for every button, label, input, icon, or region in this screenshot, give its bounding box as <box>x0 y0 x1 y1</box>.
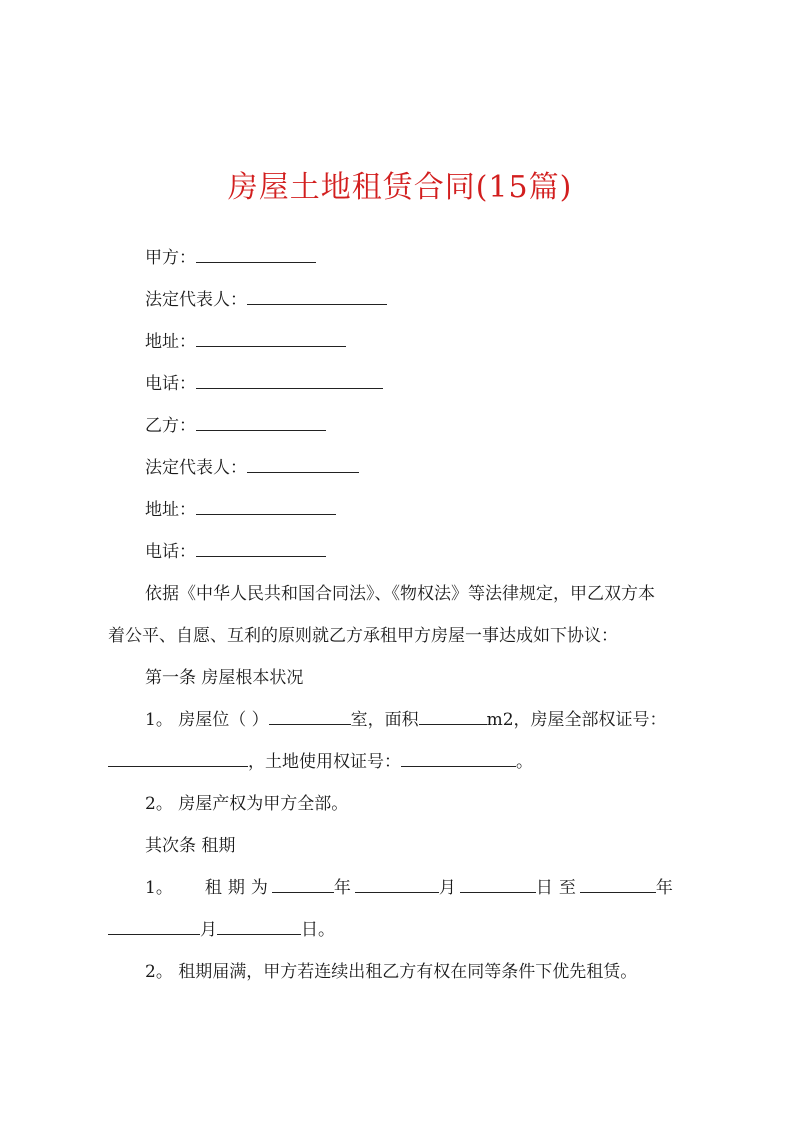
party-a-rep-blank[interactable] <box>247 288 387 305</box>
party-a-rep-line <box>145 288 745 312</box>
room-area-label: 室，面积 <box>350 710 419 730</box>
start-year-blank[interactable] <box>272 876 334 893</box>
article-2-item-1-cont <box>108 918 708 942</box>
lease-char-3: 为 <box>250 878 268 898</box>
room-blank[interactable] <box>269 708 351 725</box>
party-b-label: 乙方： <box>145 416 196 436</box>
article-1-item-2: 2。 房屋产权为甲方全部。 <box>145 794 349 814</box>
article-1-item-1 <box>145 708 745 732</box>
party-a-phone-label: 电话： <box>145 374 196 394</box>
party-a-phone-blank[interactable] <box>196 372 383 389</box>
party-b-rep-label: 法定代表人： <box>145 458 247 478</box>
sentence-end: 。 <box>516 752 533 772</box>
party-b-phone-label: 电话： <box>145 542 196 562</box>
end-day-blank[interactable] <box>217 918 301 935</box>
lease-item-prefix: 1。 <box>145 878 173 898</box>
party-b-blank[interactable] <box>196 414 326 431</box>
lease-char-2: 期 <box>227 878 245 898</box>
article-2-item-1 <box>145 876 745 900</box>
start-day-blank[interactable] <box>460 876 536 893</box>
party-b-rep-blank[interactable] <box>247 456 359 473</box>
party-a-address-line <box>145 330 745 354</box>
end-year-blank[interactable] <box>580 876 656 893</box>
party-a-address-blank[interactable] <box>196 330 346 347</box>
land-cert-label: ，土地使用权证号： <box>248 752 401 772</box>
end-day-label: 日。 <box>301 920 335 940</box>
preamble-line-1: 依据《中华人民共和国合同法》、《物权法》等法律规定，甲乙双方本 <box>145 584 655 604</box>
article-1-item-1-cont <box>108 750 708 774</box>
party-b-phone-line <box>145 540 745 564</box>
party-b-address-label: 地址： <box>145 500 196 520</box>
area-blank[interactable] <box>419 708 487 725</box>
day-label: 日 <box>535 878 553 898</box>
end-month-label: 月 <box>200 920 217 940</box>
article-1-heading: 第一条 房屋根本状况 <box>145 668 304 688</box>
party-b-line <box>145 414 745 438</box>
party-a-address-label: 地址： <box>145 332 196 352</box>
end-month-blank[interactable] <box>108 918 200 935</box>
party-a-blank[interactable] <box>196 246 316 263</box>
lease-char-1: 租 <box>204 878 222 898</box>
party-b-address-line <box>145 498 745 522</box>
document-title: 房屋土地租赁合同(15篇) <box>227 170 573 205</box>
month-label: 月 <box>438 878 456 898</box>
year-label: 年 <box>333 878 351 898</box>
ownership-cert-blank[interactable] <box>108 750 248 767</box>
to-label: 至 <box>558 878 576 898</box>
land-cert-blank[interactable] <box>401 750 516 767</box>
item-1-prefix: 1。 房屋位（ ） <box>145 710 269 730</box>
party-a-label: 甲方： <box>145 248 196 268</box>
party-a-phone-line <box>145 372 745 396</box>
start-month-blank[interactable] <box>355 876 439 893</box>
article-2-heading: 其次条 租期 <box>145 836 236 856</box>
article-2-item-2: 2。 租期届满，甲方若连续出租乙方有权在同等条件下优先租赁。 <box>145 962 638 982</box>
area-unit-label: m2，房屋全部权证号： <box>486 710 667 730</box>
party-b-rep-line <box>145 456 745 480</box>
preamble-line-2: 着公平、自愿、互利的原则就乙方承租甲方房屋一事达成如下协议： <box>108 626 618 646</box>
end-year-label: 年 <box>655 878 673 898</box>
party-b-phone-blank[interactable] <box>196 540 326 557</box>
party-a-rep-label: 法定代表人： <box>145 290 247 310</box>
party-b-address-blank[interactable] <box>196 498 336 515</box>
party-a-line <box>145 246 745 270</box>
